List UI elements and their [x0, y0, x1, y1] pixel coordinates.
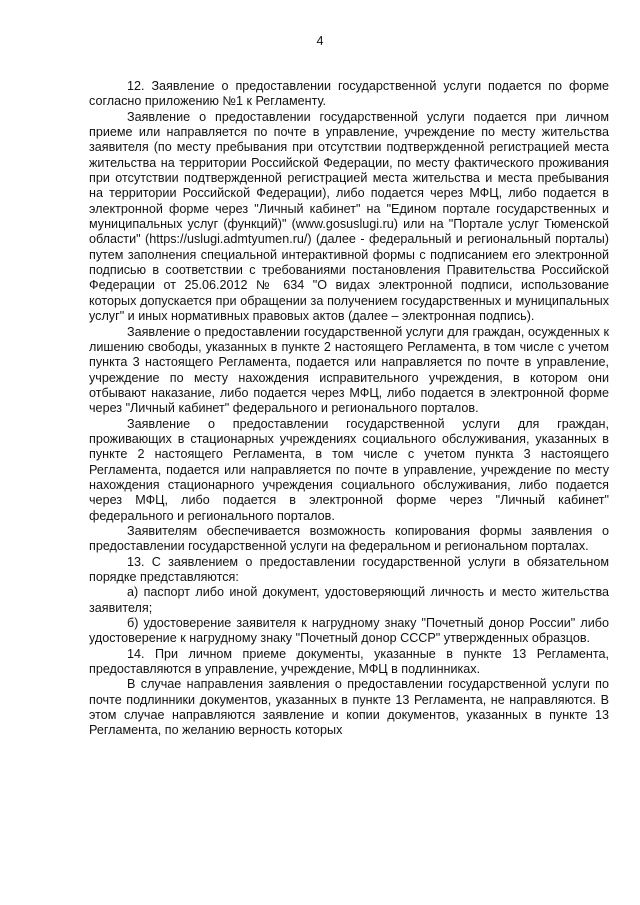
paragraph-12-application-form: 12. Заявление о предоставлении государственной услуги подается по форме согласно приложению №1 к Регламенту.	[89, 79, 609, 109]
paragraph-convicted-citizens: Заявление о предоставлении государственной услуги для граждан, осужденных к лишению свободы, указанных в пункте 2 настоящего Регламента, в том числе с учетом пункта 3 настоящего Регламента, подается или направляется по почте в управление, учреждение по месту нахождения исправительного учреждения, в котором они отбывают наказание, либо подается через МФЦ, либо подается в электронной форме через "Личный кабинет" федерального и регионального порталов.	[89, 324, 609, 416]
paragraph-social-institution-residents: Заявление о предоставлении государственной услуги для граждан, проживающих в стационарных учреждениях социального обслуживания, указанных в пункте 2 настоящего Регламента, в том числе с учетом пункта 3 настоящего Регламента, подается или направляется по почте в управление, учреждение по месту нахождения стационарного учреждения социального обслуживания, либо подается через МФЦ, либо подается в электронной форме через "Личный кабинет" федерального и регионального порталов.	[89, 416, 609, 523]
document-body	[89, 79, 609, 739]
paragraph-form-copying: Заявителям обеспечивается возможность копирования формы заявления о предоставлении государственной услуги на федеральном и региональном порталах.	[89, 523, 609, 554]
paragraph-13-required-documents: 13. С заявлением о предоставлении государственной услуги в обязательном порядке представляются:	[89, 554, 609, 584]
paragraph-14-personal-submission: 14. При личном приеме документы, указанные в пункте 13 Регламента, предоставляются в управление, учреждение, МФЦ в подлинниках.	[89, 646, 609, 677]
page-number: 4	[316, 34, 324, 48]
paragraph-postal-submission: В случае направления заявления о предоставлении государственной услуги по почте подлинники документов, указанных в пункте 13 Регламента, не направляются. В этом случае направляются заявление и копии документов, указанных в пункте 13 Регламента, по желанию верность которых	[89, 677, 609, 738]
list-item-passport: а) паспорт либо иной документ, удостоверяющий личность и место жительства заявителя;	[89, 585, 609, 615]
list-item-donor-certificate: б) удостоверение заявителя к нагрудному знаку "Почетный донор России" либо удостоверение к нагрудному знаку "Почетный донор СССР" утвержденных образцов.	[89, 616, 609, 646]
paragraph-submission-methods: Заявление о предоставлении государственной услуги подается при личном приеме или направляется по почте в управление, учреждение по месту жительства заявителя (по месту пребывания при отсутствии подтвержденной регистрацией места жительства на территории Российской Федерации, по месту фактического проживания при отсутствии подтвержденной регистрацией места жительства и места пребывания на территории Российской Федерации), либо подается через МФЦ, либо подается в электронной форме через "Личный кабинет" на "Едином портале государственных и муниципальных услуг (функций)" (www.gosuslugi.ru) или на "Портале услуг Тюменской области" (https://uslugi.admtyumen.ru/) (далее - федеральный и региональный порталы) путем заполнения специальной интерактивной формы с подписанием его электронной подписью в соответствии с требованиями постановления Правительства Российской Федерации от 25.06.2012 № 634 "О видах электронной подписи, использование которых допускается при обращении за получением государственных и муниципальных услуг" и иных нормативных правовых актов (далее – электронная подпись).	[89, 109, 609, 324]
